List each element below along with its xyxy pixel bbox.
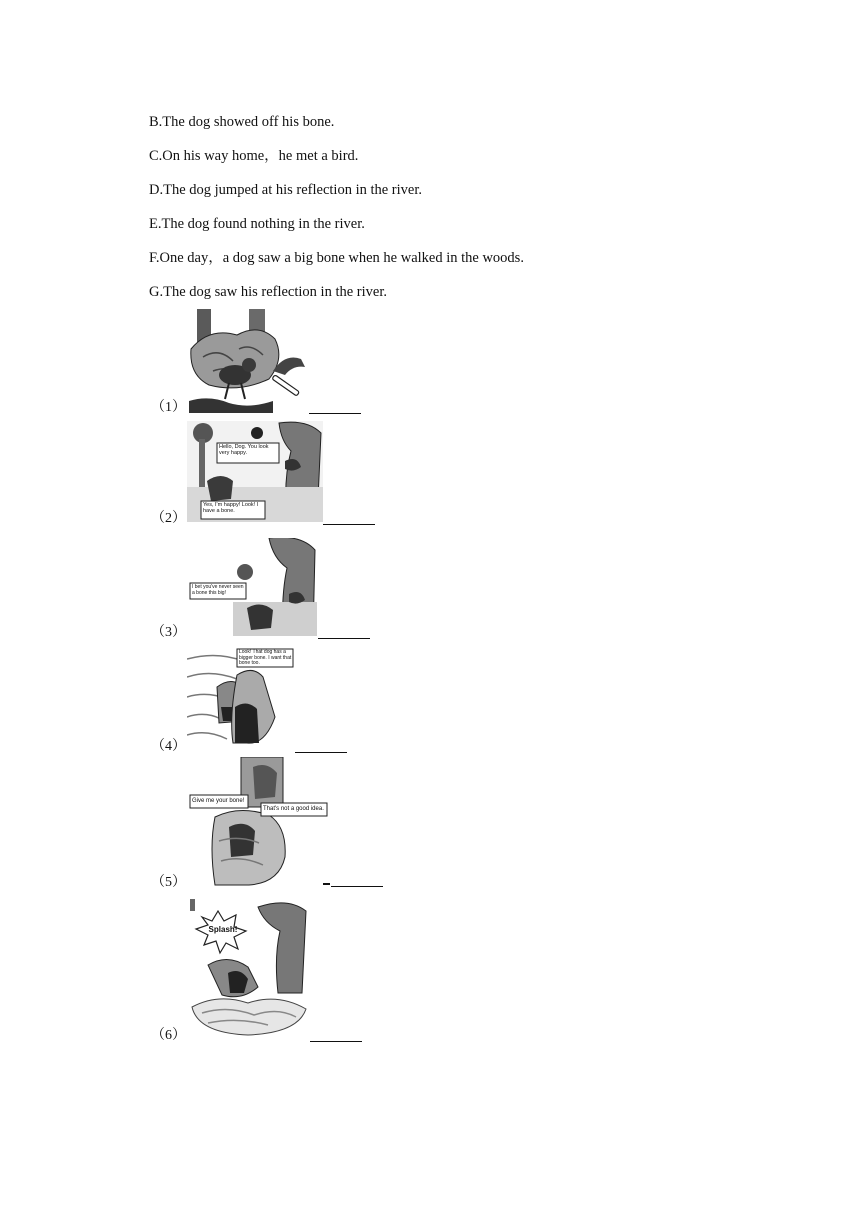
question-4-answer-blank[interactable] — [295, 752, 347, 753]
question-5-speech-reflection: That's not a good idea. — [263, 806, 324, 812]
question-6-picture — [188, 897, 310, 1039]
question-4-picture — [187, 647, 295, 749]
option-f: F.One day，a dog saw a big bone when he walked in the woods. — [149, 250, 524, 266]
question-6-answer-blank[interactable] — [310, 1041, 362, 1042]
question-5-number: （5） — [151, 875, 186, 890]
option-b: B.The dog showed off his bone. — [149, 114, 335, 130]
question-2-answer-blank[interactable] — [323, 524, 375, 525]
stray-mark — [323, 883, 330, 885]
question-3-picture — [189, 538, 317, 636]
option-c: C.On his way home，he met a bird. — [149, 148, 359, 164]
question-3-answer-blank[interactable] — [318, 638, 370, 639]
question-1-number: （1） — [151, 400, 186, 415]
question-1-picture — [189, 309, 309, 413]
question-5-picture — [189, 757, 329, 887]
question-2-speech-bird: Hello, Dog. You look very happy. — [219, 444, 269, 456]
question-3-speech: I bet you've never seen a bone this big! — [192, 584, 244, 596]
question-6-splash-text: Splash! — [208, 925, 238, 934]
question-1-answer-blank[interactable] — [309, 413, 361, 414]
option-e: E.The dog found nothing in the river. — [149, 216, 365, 232]
question-2-speech-dog: Yes, I'm happy! Look! I have a bone. — [203, 502, 259, 514]
question-4-speech: Look! That dog has a bigger bone. I want that bone too. — [239, 649, 292, 666]
question-5-answer-blank[interactable] — [331, 886, 383, 887]
question-2-picture — [187, 421, 323, 522]
option-g: G.The dog saw his reflection in the river. — [149, 284, 387, 300]
question-5-speech-dog: Give me your bone! — [192, 798, 245, 804]
question-2-number: （2） — [151, 511, 186, 526]
question-4-number: （4） — [151, 739, 186, 754]
option-d: D.The dog jumped at his reflection in the river. — [149, 182, 423, 198]
question-3-number: （3） — [151, 625, 186, 640]
question-6-number: （6） — [151, 1028, 186, 1043]
